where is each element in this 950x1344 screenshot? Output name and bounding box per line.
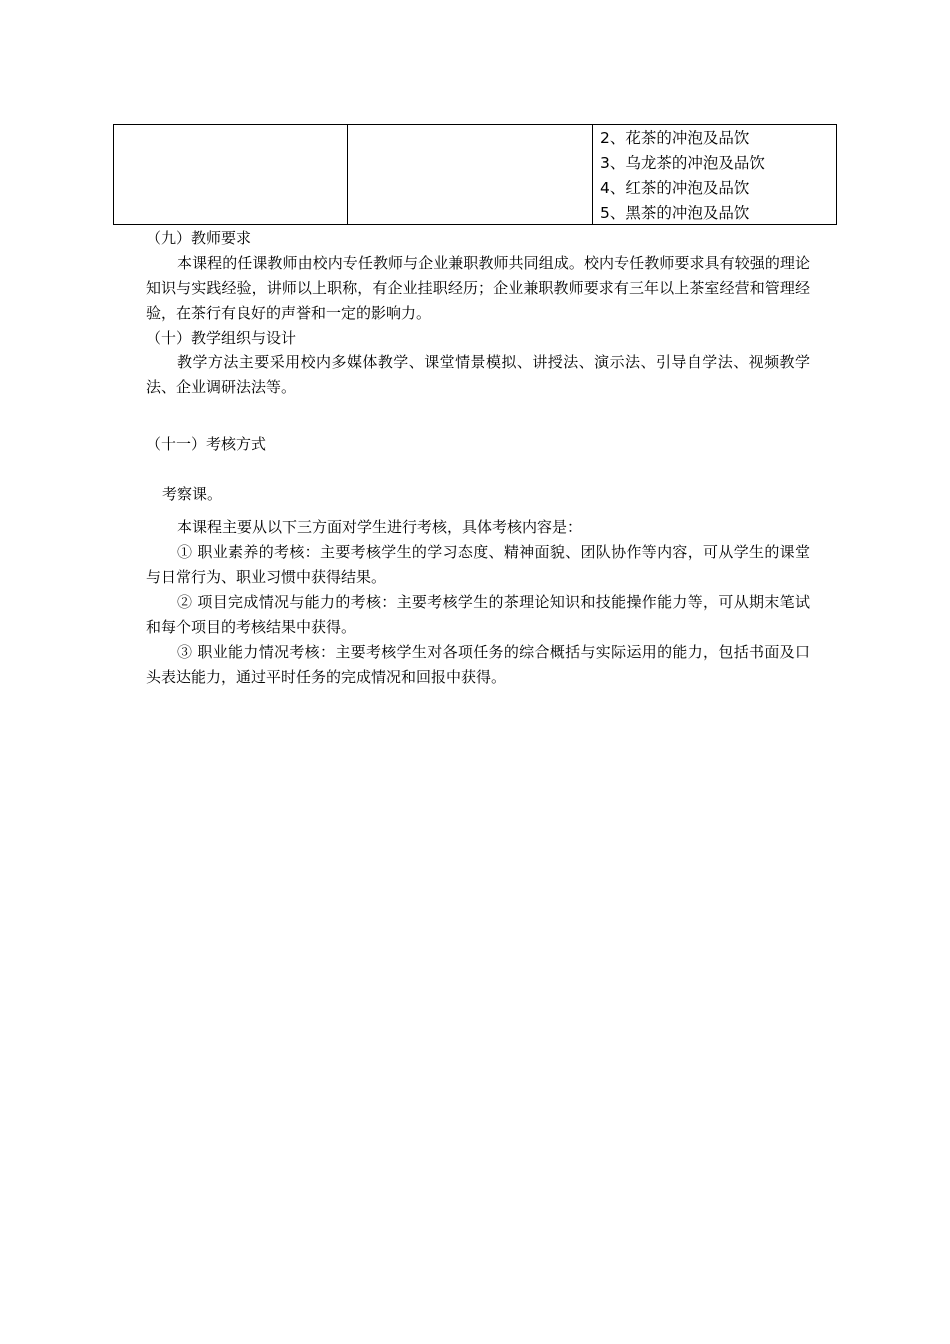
list-item: 5、黑茶的冲泡及品饮 (600, 204, 750, 222)
assessment-item-3: ③ 职业能力情况考核：主要考核学生对各项任务的综合概括与实际运用的能力，包括书面及口头表达能力，通过平时任务的完成情况和回报中获得。 (146, 643, 810, 686)
column-divider-2 (592, 125, 593, 224)
section-10-body: 教学方法主要采用校内多媒体教学、课堂情景模拟、讲授法、演示法、引导自学法、视频教学法、企业调研法法等。 (146, 353, 810, 396)
exam-type: 考察课。 (162, 485, 223, 503)
assessment-intro: 本课程主要从以下三方面对学生进行考核，具体考核内容是： (177, 518, 583, 536)
list-item: 3、乌龙茶的冲泡及品饮 (600, 154, 765, 172)
course-content-table (113, 124, 837, 225)
assessment-item-1: ① 职业素养的考核：主要考核学生的学习态度、精神面貌、团队协作等内容，可从学生的课堂与日常行为、职业习惯中获得结果。 (146, 543, 810, 586)
assessment-item-2: ② 项目完成情况与能力的考核：主要考核学生的茶理论知识和技能操作能力等，可从期末笔试和每个项目的考核结果中获得。 (146, 593, 810, 636)
column-divider-1 (347, 125, 348, 224)
list-item: 4、红茶的冲泡及品饮 (600, 179, 750, 197)
table-cell-content-list (600, 126, 765, 226)
section-9-heading: （九）教师要求 (146, 229, 252, 247)
section-9-body: 本课程的任课教师由校内专任教师与企业兼职教师共同组成。校内专任教师要求具有较强的理论知识与实践经验，讲师以上职称，有企业挂职经历；企业兼职教师要求有三年以上茶室经营和管理经验，在茶行有良好的声誉和一定的影响力。 (146, 254, 810, 322)
list-item: 2、花茶的冲泡及品饮 (600, 129, 750, 147)
section-11-heading: （十一）考核方式 (146, 435, 267, 453)
section-10-heading: （十）教学组织与设计 (146, 329, 297, 347)
